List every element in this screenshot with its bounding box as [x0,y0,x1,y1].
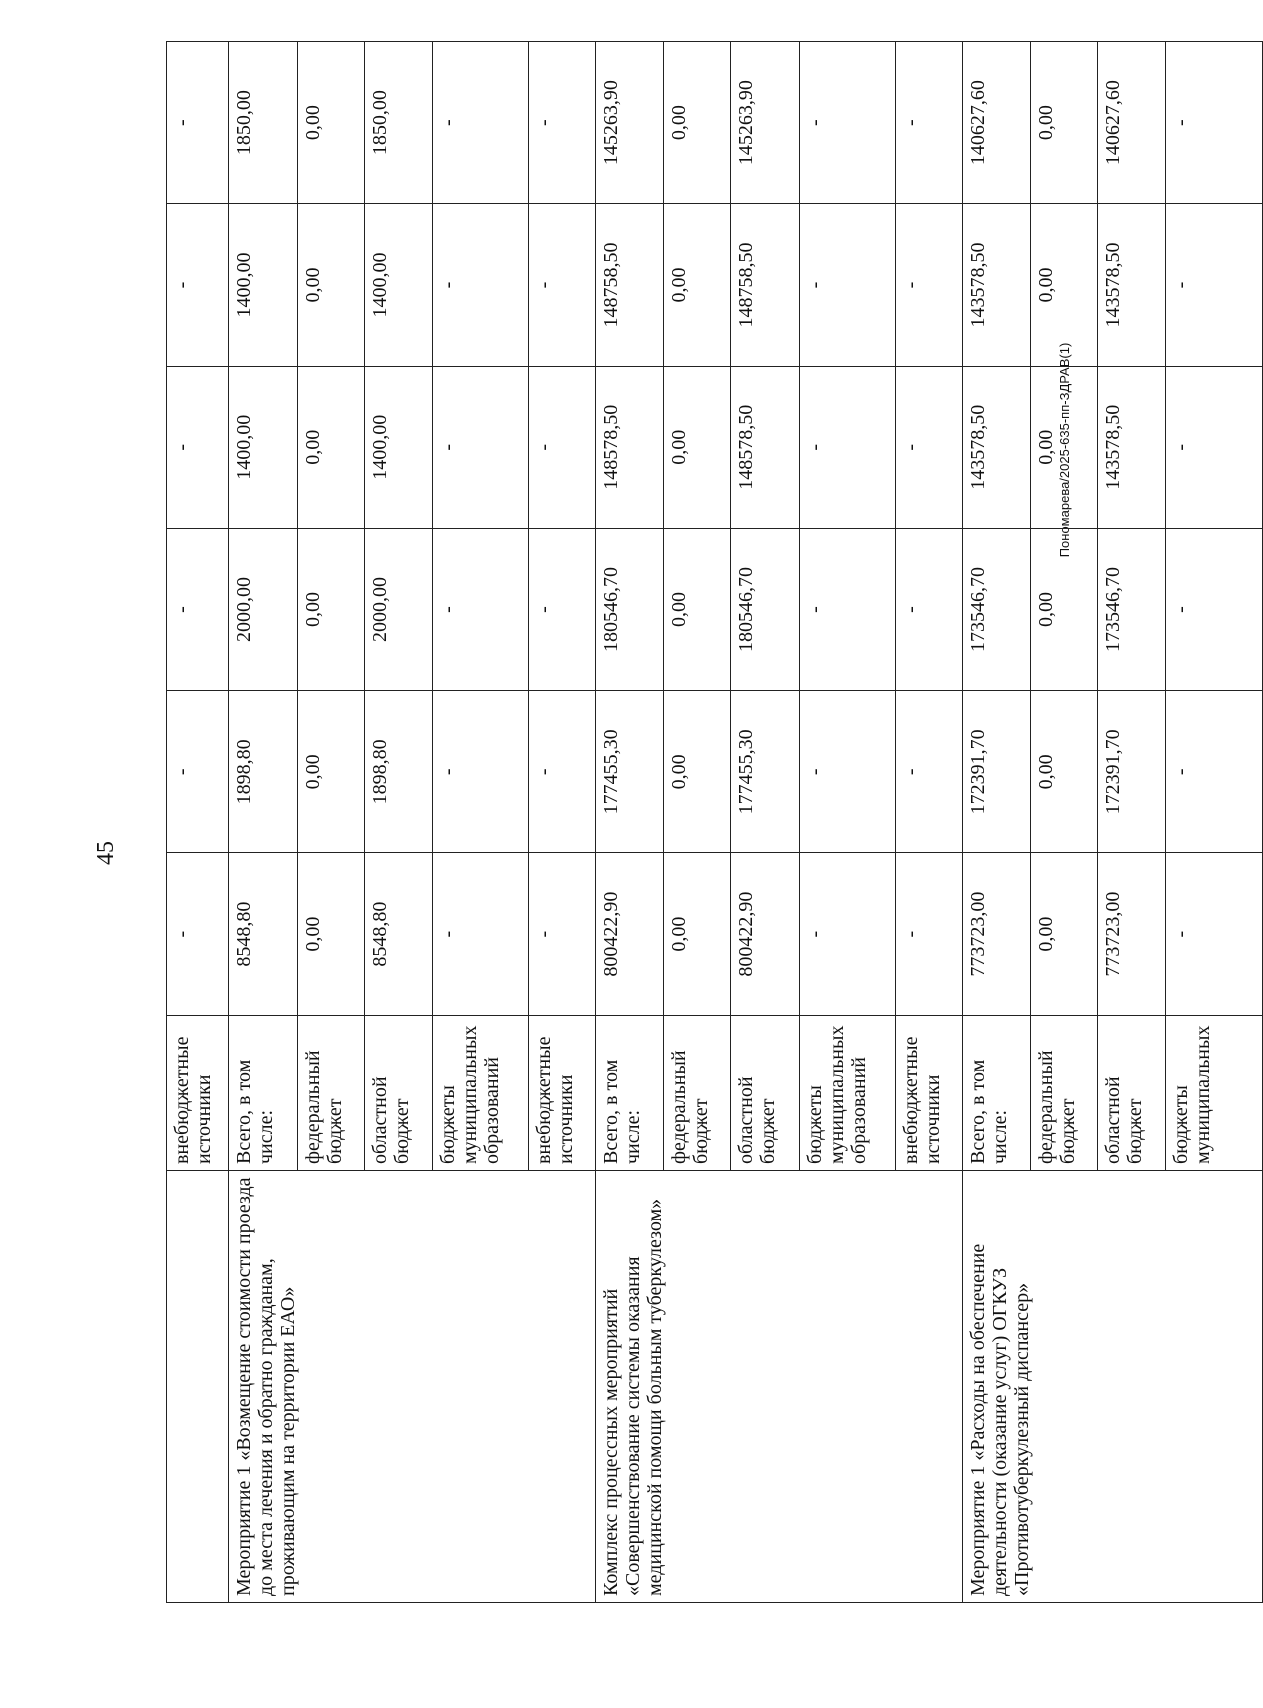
value-cell: 0,00 [664,528,731,690]
source-cell: областной бюджет [731,1015,799,1170]
value-cell: 0,00 [1031,853,1098,1015]
table-row [229,42,297,1603]
value-cell: 143578,50 [963,366,1031,528]
value-cell: 0,00 [297,42,364,204]
value-cell: 148758,50 [596,204,664,366]
value-cell: 145263,90 [731,42,799,204]
value-cell: 1400,00 [229,366,297,528]
value-cell: - [799,366,895,528]
value-cell: - [167,366,229,528]
source-cell: федеральный бюджет [664,1015,731,1170]
value-cell: 2000,00 [364,528,432,690]
value-cell: - [432,42,528,204]
value-cell: 140627,60 [1098,42,1166,204]
value-cell: 8548,80 [364,853,432,1015]
source-cell: областной бюджет [1098,1015,1166,1170]
value-cell: - [799,691,895,853]
value-cell: 1898,80 [364,691,432,853]
value-cell: - [529,528,596,690]
value-cell: - [1166,366,1263,528]
value-cell: 0,00 [1031,528,1098,690]
value-cell: - [167,853,229,1015]
value-cell: 148578,50 [731,366,799,528]
value-cell: 0,00 [1031,204,1098,366]
source-cell: внебюджетные источники [896,1015,963,1170]
value-cell: 0,00 [664,853,731,1015]
value-cell: 180546,70 [731,528,799,690]
value-cell: 773723,00 [1098,853,1166,1015]
financing-table-wrapper [166,41,1263,1603]
value-cell: - [799,853,895,1015]
value-cell: - [167,204,229,366]
value-cell: - [896,853,963,1015]
table-row [167,42,229,1603]
source-cell: бюджеты муниципальных [1166,1015,1263,1170]
value-cell: 172391,70 [963,691,1031,853]
value-cell: 0,00 [297,853,364,1015]
source-cell: Всего, в том числе: [229,1015,297,1170]
value-cell: 143578,50 [963,204,1031,366]
source-cell: Всего, в том числе: [596,1015,664,1170]
value-cell: 173546,70 [1098,528,1166,690]
value-cell: - [1166,691,1263,853]
value-cell: 0,00 [664,366,731,528]
value-cell: - [1166,853,1263,1015]
source-cell: внебюджетные источники [167,1015,229,1170]
value-cell: 0,00 [664,204,731,366]
source-cell: внебюджетные источники [529,1015,596,1170]
source-cell: бюджеты муниципальных образований [799,1015,895,1170]
value-cell: 1898,80 [229,691,297,853]
value-cell: 148758,50 [731,204,799,366]
source-cell: областной бюджет [364,1015,432,1170]
value-cell: - [1166,204,1263,366]
value-cell: - [896,366,963,528]
value-cell: - [167,691,229,853]
value-cell: 773723,00 [963,853,1031,1015]
value-cell: - [896,204,963,366]
value-cell: 1850,00 [229,42,297,204]
table-row [596,42,664,1603]
value-cell: 145263,90 [596,42,664,204]
value-cell: 8548,80 [229,853,297,1015]
value-cell: - [432,204,528,366]
value-cell: - [167,42,229,204]
value-cell: - [167,528,229,690]
source-cell: бюджеты муниципальных образований [432,1015,528,1170]
value-cell: 0,00 [1031,691,1098,853]
value-cell: 173546,70 [963,528,1031,690]
value-cell: - [799,528,895,690]
source-cell: Всего, в том числе: [963,1015,1031,1170]
value-cell: 800422,90 [596,853,664,1015]
value-cell: - [432,691,528,853]
value-cell: 1850,00 [364,42,432,204]
event-cell: Мероприятие 1 «Расходы на обеспечение деятельности (оказание услуг) ОГКУЗ «Противотуберкулезный диспансер» [963,1171,1263,1603]
value-cell: 1400,00 [229,204,297,366]
value-cell: - [799,42,895,204]
table-row [963,42,1031,1603]
event-cell [167,1171,229,1603]
value-cell: 140627,60 [963,42,1031,204]
value-cell: - [432,528,528,690]
value-cell: 0,00 [664,691,731,853]
value-cell: 0,00 [1031,42,1098,204]
source-cell: федеральный бюджет [297,1015,364,1170]
financing-table [166,41,1263,1603]
value-cell: - [432,853,528,1015]
value-cell: - [529,691,596,853]
value-cell: 0,00 [297,366,364,528]
value-cell: 172391,70 [1098,691,1166,853]
source-cell: федеральный бюджет [1031,1015,1098,1170]
value-cell: 0,00 [1031,366,1098,528]
value-cell: - [529,853,596,1015]
page-number: 45 [93,841,119,865]
value-cell: - [799,204,895,366]
value-cell: - [432,366,528,528]
value-cell: 0,00 [297,204,364,366]
value-cell: - [896,42,963,204]
value-cell: 177455,30 [596,691,664,853]
value-cell: - [529,366,596,528]
document-code: Пономарева/2025-635-пп-ЗДРАВ(1) [1057,342,1072,558]
value-cell: - [896,528,963,690]
value-cell: 143578,50 [1098,204,1166,366]
value-cell: 0,00 [297,528,364,690]
value-cell: 1400,00 [364,366,432,528]
value-cell: 148578,50 [596,366,664,528]
value-cell: 177455,30 [731,691,799,853]
value-cell: - [896,691,963,853]
value-cell: 800422,90 [731,853,799,1015]
value-cell: - [1166,528,1263,690]
value-cell: 2000,00 [229,528,297,690]
value-cell: - [1166,42,1263,204]
value-cell: 143578,50 [1098,366,1166,528]
value-cell: 0,00 [297,691,364,853]
value-cell: - [529,204,596,366]
value-cell: 0,00 [664,42,731,204]
event-cell: Мероприятие 1 «Возмещение стоимости проезда до места лечения и обратно гражданам, проживающим на территории ЕАО» [229,1171,596,1603]
value-cell: 1400,00 [364,204,432,366]
event-cell: Комплекс процессных мероприятий «Совершенствование системы оказания медицинской помощи больным туберкулезом» [596,1171,963,1603]
value-cell: - [529,42,596,204]
value-cell: 180546,70 [596,528,664,690]
